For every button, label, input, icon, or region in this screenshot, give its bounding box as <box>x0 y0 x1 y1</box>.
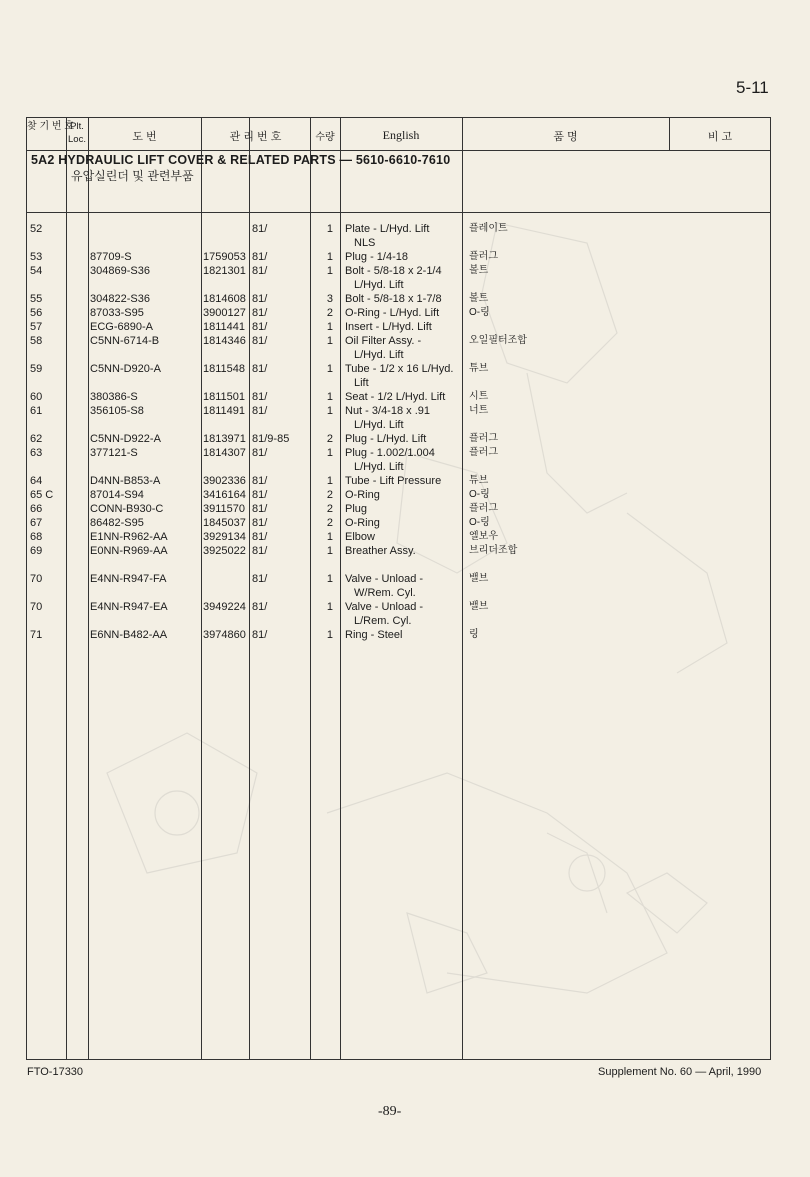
cell-qty: 1 <box>326 629 333 641</box>
cell-kor: O-링 <box>469 517 490 528</box>
cell-english-cont: L/Hyd. Lift <box>354 279 404 291</box>
cell-part: 87014-S94 <box>90 489 144 501</box>
cell-kor: 링 <box>469 629 479 640</box>
cell-qty: 1 <box>326 405 333 417</box>
cell-kor: 너트 <box>469 405 489 416</box>
header-remarks: 비 고 <box>707 131 733 143</box>
cell-kor: 볼트 <box>469 265 489 276</box>
cell-kor: O-링 <box>469 489 490 500</box>
cell-part: C5NN-6714-B <box>90 335 160 347</box>
cell-no: 61 <box>30 405 43 417</box>
cell-english: Seat - 1/2 L/Hyd. Lift <box>345 391 446 403</box>
cell-part: CONN-B930-C <box>90 503 164 515</box>
cell-english: Plug - 1/4-18 <box>345 251 408 263</box>
cell-no: 63 <box>30 447 43 459</box>
cell-qty: 1 <box>326 335 333 347</box>
header-part-number: 도 번 <box>132 131 157 143</box>
cell-no: 58 <box>30 335 43 347</box>
cell-qty: 1 <box>326 321 333 333</box>
cell-qty: 3 <box>326 293 333 305</box>
cell-mgmt: 1811501 <box>203 391 246 403</box>
table-row <box>27 446 770 474</box>
table-row <box>27 572 770 600</box>
cell-group: 81/ <box>252 223 268 235</box>
cell-english: Plug - 1.002/1.004 <box>345 447 435 459</box>
cell-mgmt: 3949224 <box>203 601 246 613</box>
cell-english-cont: L/Hyd. Lift <box>354 461 404 473</box>
cell-qty: 2 <box>326 307 333 319</box>
cell-part: E4NN-R947-FA <box>90 573 167 585</box>
cell-mgmt: 3929134 <box>203 531 246 543</box>
cell-group: 81/ <box>252 405 268 417</box>
cell-qty: 1 <box>326 573 333 585</box>
cell-english: Elbow <box>345 531 375 543</box>
cell-part: 304869-S36 <box>90 265 150 277</box>
cell-kor: 밸브 <box>469 573 489 584</box>
cell-no: 59 <box>30 363 43 375</box>
cell-group: 81/ <box>252 293 268 305</box>
cell-english: O-Ring - L/Hyd. Lift <box>345 307 440 319</box>
table-row <box>27 628 770 656</box>
header-plant-location: Plt. Loc. <box>68 121 86 145</box>
table-row <box>27 404 770 432</box>
cell-part: ECG-6890-A <box>90 321 153 333</box>
cell-group: 81/ <box>252 321 268 333</box>
cell-mgmt: 3974860 <box>203 629 246 641</box>
cell-english: Valve - Unload - <box>345 601 424 613</box>
cell-no: 65 C <box>30 489 54 501</box>
cell-qty: 1 <box>326 601 333 613</box>
parts-table <box>26 117 771 1060</box>
cell-kor: 튜브 <box>469 475 489 486</box>
section-title: 5A2 HYDRAULIC LIFT COVER & RELATED PARTS — 5610-6610-7610 <box>31 153 451 167</box>
table-row <box>27 222 770 250</box>
cell-no: 69 <box>30 545 43 557</box>
cell-mgmt: 1814346 <box>203 335 246 347</box>
cell-qty: 1 <box>326 531 333 543</box>
cell-part: E0NN-R969-AA <box>90 545 168 557</box>
cell-english: Valve - Unload - <box>345 573 424 585</box>
cell-no: 70 <box>30 601 43 613</box>
header-korean-name: 품 명 <box>553 131 578 143</box>
cell-kor: 튜브 <box>469 363 489 374</box>
cell-no: 54 <box>30 265 43 277</box>
cell-part: E6NN-B482-AA <box>90 629 168 641</box>
cell-no: 62 <box>30 433 43 445</box>
cell-english: O-Ring <box>345 517 380 529</box>
cell-part: 356105-S8 <box>90 405 144 417</box>
cell-english: Nut - 3/4-18 x .91 <box>345 405 430 417</box>
cell-english: Tube - Lift Pressure <box>345 475 442 487</box>
cell-no: 71 <box>30 629 43 641</box>
cell-mgmt: 3911570 <box>203 503 246 515</box>
cell-part: 380386-S <box>90 391 138 403</box>
cell-mgmt: 1759053 <box>203 251 246 263</box>
cell-kor: O-링 <box>469 307 490 318</box>
cell-english: Breather Assy. <box>345 545 416 557</box>
cell-kor: 볼트 <box>469 293 489 304</box>
cell-kor: 시트 <box>469 391 489 402</box>
folio-number: -89- <box>378 1104 402 1119</box>
cell-part: 86482-S95 <box>90 517 144 529</box>
cell-mgmt: 1811491 <box>203 405 246 417</box>
cell-english: O-Ring <box>345 489 380 501</box>
cell-kor: 플러그 <box>469 503 498 514</box>
cell-kor: 오일필터조합 <box>469 335 527 346</box>
page-number: 5-11 <box>736 78 769 97</box>
cell-mgmt: 1821301 <box>203 265 246 277</box>
document-code: FTO-17330 <box>27 1066 84 1078</box>
cell-no: 67 <box>30 517 43 529</box>
cell-kor: 밸브 <box>469 601 489 612</box>
cell-no: 53 <box>30 251 43 263</box>
table-row <box>27 600 770 628</box>
cell-mgmt: 3925022 <box>203 545 246 557</box>
cell-qty: 1 <box>326 223 333 235</box>
cell-no: 60 <box>30 391 43 403</box>
cell-group: 81/ <box>252 363 268 375</box>
cell-kor: 플러그 <box>469 433 498 444</box>
cell-part: D4NN-B853-A <box>90 475 161 487</box>
cell-english: Tube - 1/2 x 16 L/Hyd. <box>345 363 454 375</box>
header-quantity: 수량 <box>315 132 335 143</box>
header-english: English <box>382 128 420 142</box>
cell-kor: 브리더조합 <box>469 545 518 556</box>
cell-no: 56 <box>30 307 43 319</box>
cell-part: 87033-S95 <box>90 307 144 319</box>
header-find-number: 찾 기 번 호 <box>27 121 74 132</box>
cell-english: Plate - L/Hyd. Lift <box>345 223 430 235</box>
cell-english: Plug - L/Hyd. Lift <box>345 433 427 445</box>
cell-qty: 2 <box>326 433 333 445</box>
cell-part: E4NN-R947-EA <box>90 601 168 613</box>
cell-kor: 플레이트 <box>469 223 508 234</box>
cell-no: 57 <box>30 321 43 333</box>
section-subtitle: 유압실린더 및 관련부품 <box>71 169 194 183</box>
cell-no: 52 <box>30 223 43 235</box>
cell-group: 81/ <box>252 251 268 263</box>
cell-english: Oil Filter Assy. - <box>345 335 422 347</box>
cell-no: 64 <box>30 475 43 487</box>
cell-group: 81/ <box>252 307 268 319</box>
cell-qty: 1 <box>326 391 333 403</box>
cell-english: Bolt - 5/8-18 x 2-1/4 <box>345 265 442 277</box>
cell-group: 81/ <box>252 475 268 487</box>
cell-group: 81/ <box>252 517 268 529</box>
cell-english: Plug <box>345 503 368 515</box>
cell-no: 66 <box>30 503 43 515</box>
table-row <box>27 544 770 572</box>
cell-qty: 1 <box>326 251 333 263</box>
cell-group: 81/9-85 <box>252 433 290 445</box>
cell-group: 81/ <box>252 545 268 557</box>
cell-english-cont: NLS <box>354 237 376 249</box>
cell-qty: 1 <box>326 363 333 375</box>
cell-group: 81/ <box>252 503 268 515</box>
cell-group: 81/ <box>252 489 268 501</box>
cell-group: 81/ <box>252 601 268 613</box>
cell-kor: 플러그 <box>469 251 498 262</box>
cell-qty: 1 <box>326 447 333 459</box>
header-management-number: 관 리 번 호 <box>229 131 282 143</box>
cell-mgmt: 1811548 <box>203 363 246 375</box>
cell-mgmt: 1811441 <box>203 321 246 333</box>
cell-mgmt: 1813971 <box>203 433 246 445</box>
cell-mgmt: 3416164 <box>203 489 246 501</box>
cell-group: 81/ <box>252 335 268 347</box>
cell-mgmt: 3900127 <box>203 307 246 319</box>
cell-english: Insert - L/Hyd. Lift <box>345 321 432 333</box>
cell-english: Bolt - 5/8-18 x 1-7/8 <box>345 293 442 305</box>
cell-english-cont: L/Rem. Cyl. <box>354 615 412 627</box>
cell-no: 68 <box>30 531 43 543</box>
cell-english-cont: W/Rem. Cyl. <box>354 587 416 599</box>
cell-qty: 1 <box>326 475 333 487</box>
cell-mgmt: 1845037 <box>203 517 246 529</box>
cell-qty: 2 <box>326 517 333 529</box>
cell-mgmt: 1814608 <box>203 293 246 305</box>
table-row <box>27 334 770 362</box>
cell-part: C5NN-D922-A <box>90 433 161 445</box>
cell-kor: 플러그 <box>469 447 498 458</box>
cell-english-cont: L/Hyd. Lift <box>354 419 404 431</box>
cell-mgmt: 1814307 <box>203 447 246 459</box>
cell-group: 81/ <box>252 573 268 585</box>
cell-group: 81/ <box>252 391 268 403</box>
cell-mgmt: 3902336 <box>203 475 246 487</box>
cell-english-cont: Lift <box>354 377 369 389</box>
table-row <box>27 264 770 292</box>
cell-no: 70 <box>30 573 43 585</box>
cell-group: 81/ <box>252 531 268 543</box>
table-row <box>27 362 770 390</box>
cell-part: C5NN-D920-A <box>90 363 161 375</box>
cell-qty: 2 <box>326 503 333 515</box>
cell-group: 81/ <box>252 265 268 277</box>
cell-qty: 2 <box>326 489 333 501</box>
cell-qty: 1 <box>326 545 333 557</box>
cell-kor: 엘보우 <box>469 531 498 542</box>
cell-qty: 1 <box>326 265 333 277</box>
cell-part: 304822-S36 <box>90 293 150 305</box>
cell-english-cont: L/Hyd. Lift <box>354 349 404 361</box>
cell-part: 377121-S <box>90 447 138 459</box>
cell-part: 87709-S <box>90 251 132 263</box>
cell-part: E1NN-R962-AA <box>90 531 168 543</box>
cell-group: 81/ <box>252 447 268 459</box>
cell-no: 55 <box>30 293 43 305</box>
cell-group: 81/ <box>252 629 268 641</box>
cell-english: Ring - Steel <box>345 629 403 641</box>
supplement-note: Supplement No. 60 — April, 1990 <box>598 1066 762 1078</box>
